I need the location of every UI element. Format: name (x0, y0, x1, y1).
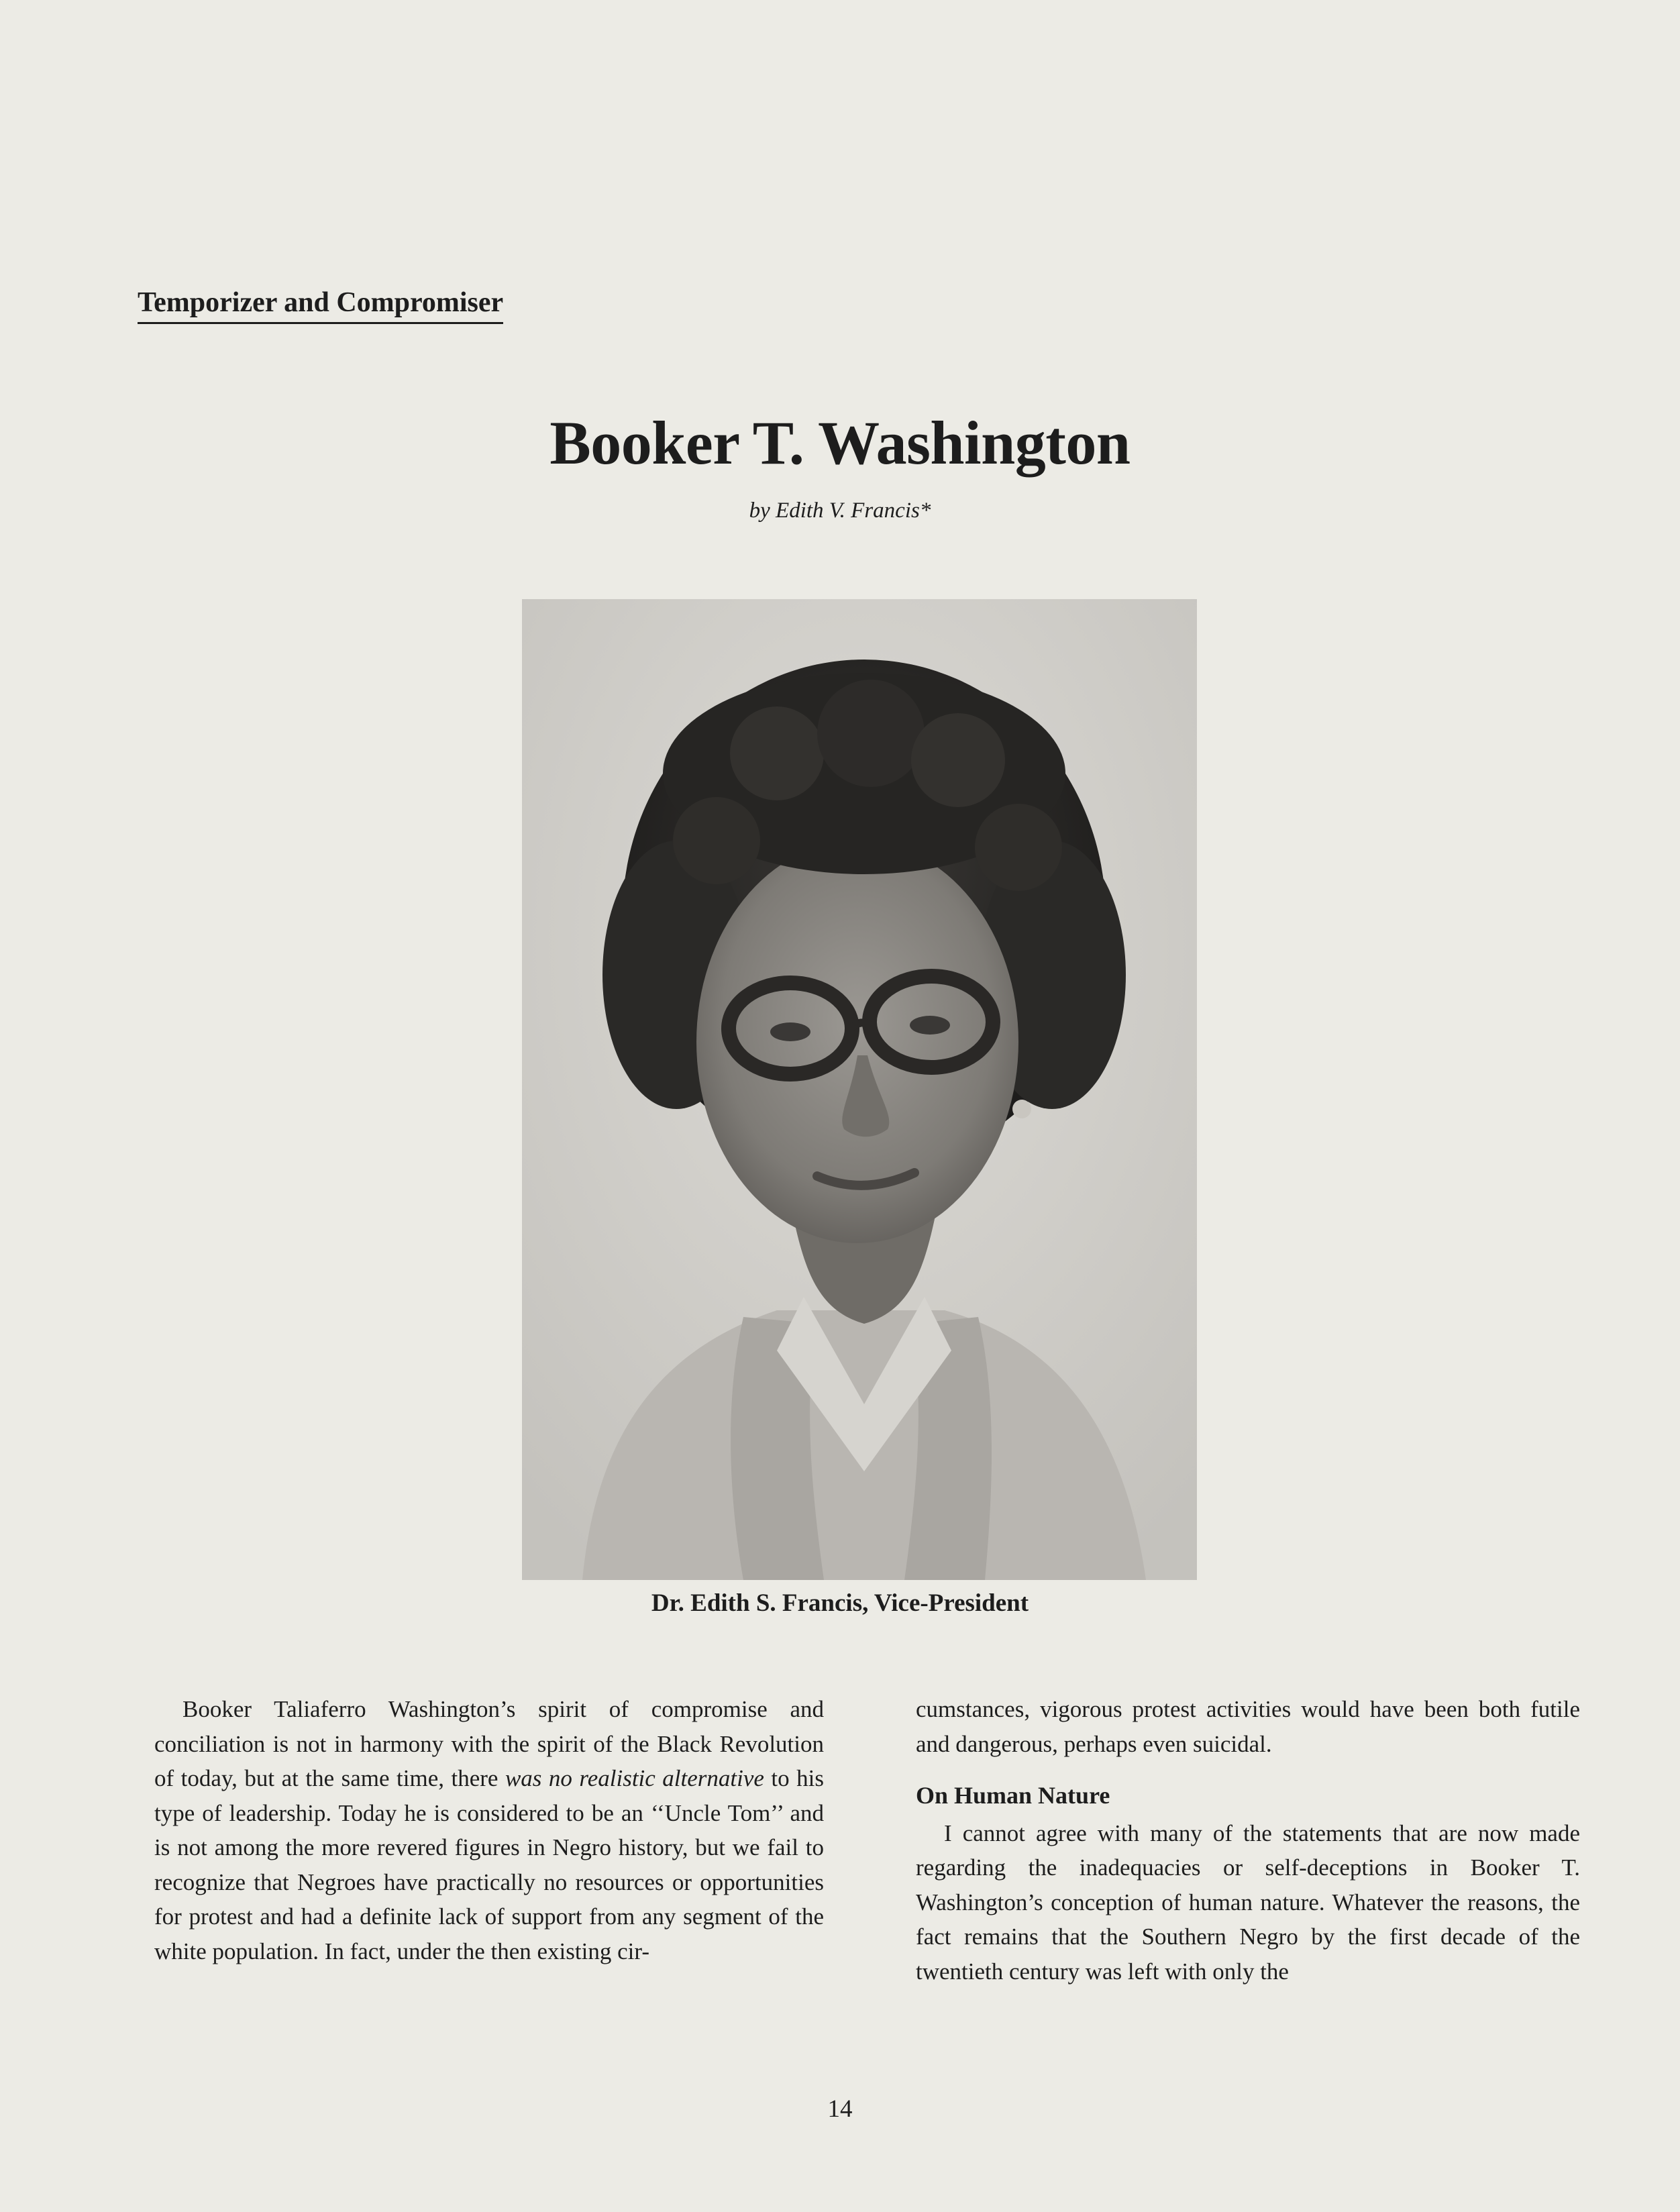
paragraph-text: to his type of leadership. Today he is considered to be an ‘‘Uncle Tom’’ and is not among the more revered figures in Negro history, but we fail to recognize that Negroes have practically no resources or opportunities for protest and had a definite lack of support from any segment of the white population. In fact, under the then existing cir- (154, 1765, 825, 1964)
article-byline: by Edith V. Francis* (749, 498, 931, 523)
article-column-left (154, 1692, 824, 1968)
page-number: 14 (827, 2095, 853, 2123)
subheading: On Human Nature (916, 1782, 1110, 1809)
portrait-illustration (522, 599, 1197, 1580)
photo-caption: Dr. Edith S. Francis, Vice-President (651, 1589, 1029, 1617)
article-title: Booker T. Washington (549, 409, 1131, 477)
portrait-photo (522, 599, 1197, 1580)
article-column-right (916, 1692, 1580, 1989)
paragraph (154, 1692, 824, 1968)
paragraph: I cannot agree with many of the statements that are now made regarding the inadequacies or self-deceptions in Booker T. Washington’s conception of human nature. Whatever the reasons, the fact remains that the Southern Negro by the first decade of the twentieth century was left with only the (916, 1820, 1580, 1985)
paragraph: cumstances, vigorous protest activities would have been both futile and dangerous, perhaps even suicidal. (916, 1696, 1580, 1757)
section-heading: Temporizer and Compromiser (138, 287, 503, 324)
emphasized-text: was no realistic alternative (505, 1765, 764, 1791)
paragraph-text: Booker Taliaferro Washington’s spirit of compromise and conciliation is not in harmony with the spirit of the Black Revolution of today, but at the same time, there (154, 1696, 824, 1791)
